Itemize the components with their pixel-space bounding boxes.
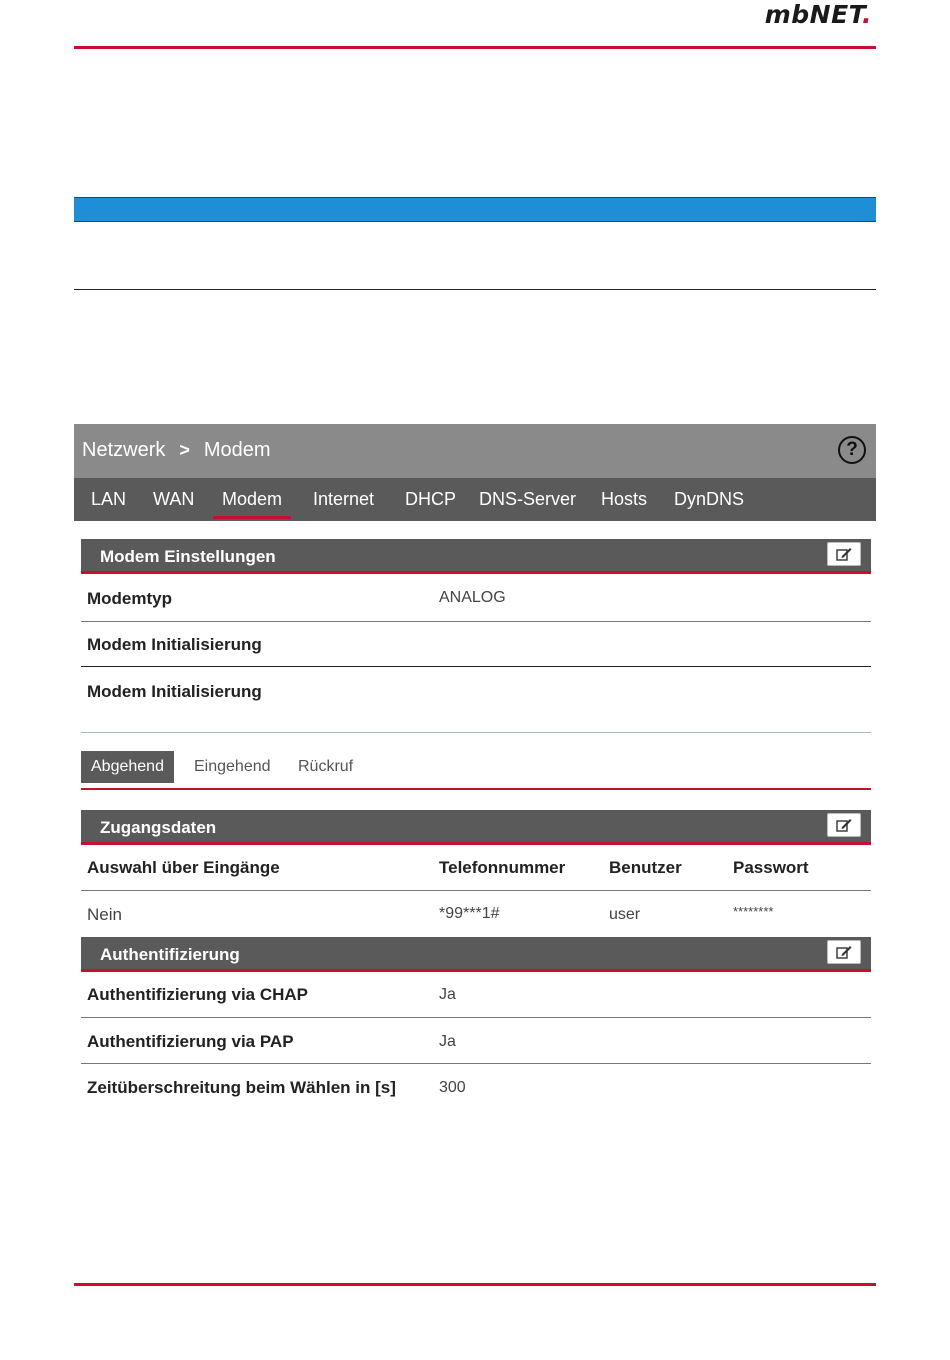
row-label: Authentifizierung via PAP — [87, 1032, 294, 1051]
row-label: Modem Initialisierung — [87, 682, 262, 701]
tab-wan[interactable]: WAN — [153, 489, 195, 509]
table-cell: *99***1# — [439, 905, 500, 922]
edit-icon — [836, 547, 852, 561]
row-divider — [81, 732, 871, 733]
tab-dyndns[interactable]: DynDNS — [674, 489, 745, 509]
authentication-header — [81, 937, 871, 972]
row-label: Modemtyp — [87, 589, 172, 608]
row-divider — [81, 890, 871, 891]
column-header: Auswahl über Eingänge — [87, 858, 280, 877]
row-value: Ja — [439, 986, 456, 1003]
section-title: Zugangsdaten — [100, 818, 217, 837]
breadcrumb-parent[interactable]: Netzwerk — [82, 439, 166, 461]
section-title: Modem Einstellungen — [100, 547, 276, 566]
row-label: Zeitüberschreitung beim Wählen in [s] — [87, 1078, 396, 1097]
edit-icon — [836, 818, 852, 832]
tab-hosts[interactable]: Hosts — [601, 489, 648, 509]
table-cell: ******** — [733, 904, 774, 919]
table-cell: user — [609, 906, 641, 923]
tab-dns-server[interactable]: DNS-Server — [479, 489, 577, 509]
bottom-red-rule — [74, 1283, 876, 1286]
row-divider — [81, 621, 871, 622]
edit-authentication-button[interactable] — [827, 940, 861, 964]
column-header: Benutzer — [609, 858, 682, 877]
table-cell: Nein — [87, 905, 122, 924]
row-value: 300 — [439, 1079, 466, 1096]
row-label: Modem Initialisierung — [87, 635, 262, 654]
row-label: Authentifizierung via CHAP — [87, 985, 309, 1004]
tab-modem[interactable]: Modem — [222, 478, 282, 521]
top-red-rule — [74, 46, 876, 49]
subtab-rueckruf[interactable]: Rückruf — [298, 758, 354, 775]
row-value: ANALOG — [439, 589, 506, 606]
row-divider — [81, 1017, 871, 1018]
tab-lan[interactable]: LAN — [91, 489, 127, 509]
chevron-right-icon: > — [179, 440, 190, 460]
mbnet-logo: mbNET. — [764, 0, 872, 29]
modem-settings-header — [81, 539, 871, 574]
edit-access-data-button[interactable] — [827, 813, 861, 837]
access-data-header — [81, 810, 871, 845]
section-title: Authentifizierung — [100, 945, 240, 964]
column-header: Telefonnummer — [439, 858, 566, 877]
tab-internet[interactable]: Internet — [313, 489, 375, 509]
subtab-eingehend[interactable]: Eingehend — [194, 758, 271, 775]
row-value: Ja — [439, 1033, 456, 1050]
breadcrumb-current: Modem — [203, 439, 271, 461]
tab-bar — [74, 478, 876, 521]
row-divider — [81, 666, 871, 667]
divider-line — [74, 289, 876, 290]
edit-modem-settings-button[interactable] — [827, 542, 861, 566]
breadcrumb — [82, 439, 271, 462]
tab-dhcp[interactable]: DHCP — [405, 489, 457, 509]
help-icon[interactable]: ? — [838, 436, 866, 464]
subtab-abgehend[interactable]: Abgehend — [81, 751, 174, 783]
column-header: Passwort — [733, 858, 809, 877]
row-divider — [81, 1063, 871, 1064]
edit-icon — [836, 945, 852, 959]
blue-band — [74, 197, 876, 222]
subtab-underline — [81, 788, 871, 790]
